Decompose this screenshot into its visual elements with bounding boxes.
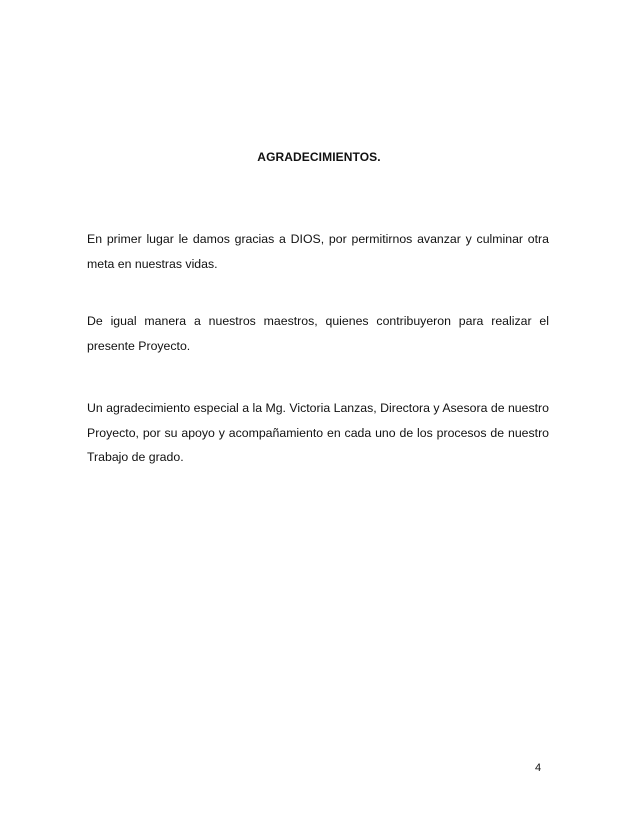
paragraph-thanks-advisor: Un agradecimiento especial a la Mg. Victoria Lanzas, Directora y Asesora de nuestro Proyecto, por su apoyo y acompañamiento en cada uno de los procesos de nuestro Trabajo de grado. (87, 401, 549, 464)
paragraph-thanks-god: En primer lugar le damos gracias a DIOS, por permitirnos avanzar y culminar otra meta en nuestras vidas. (87, 232, 549, 271)
page-title: AGRADECIMIENTOS. (257, 150, 381, 164)
paragraph-thanks-teachers: De igual manera a nuestros maestros, quienes contribuyeron para realizar el presente Proyecto. (87, 314, 549, 353)
page-number: 4 (535, 762, 542, 774)
